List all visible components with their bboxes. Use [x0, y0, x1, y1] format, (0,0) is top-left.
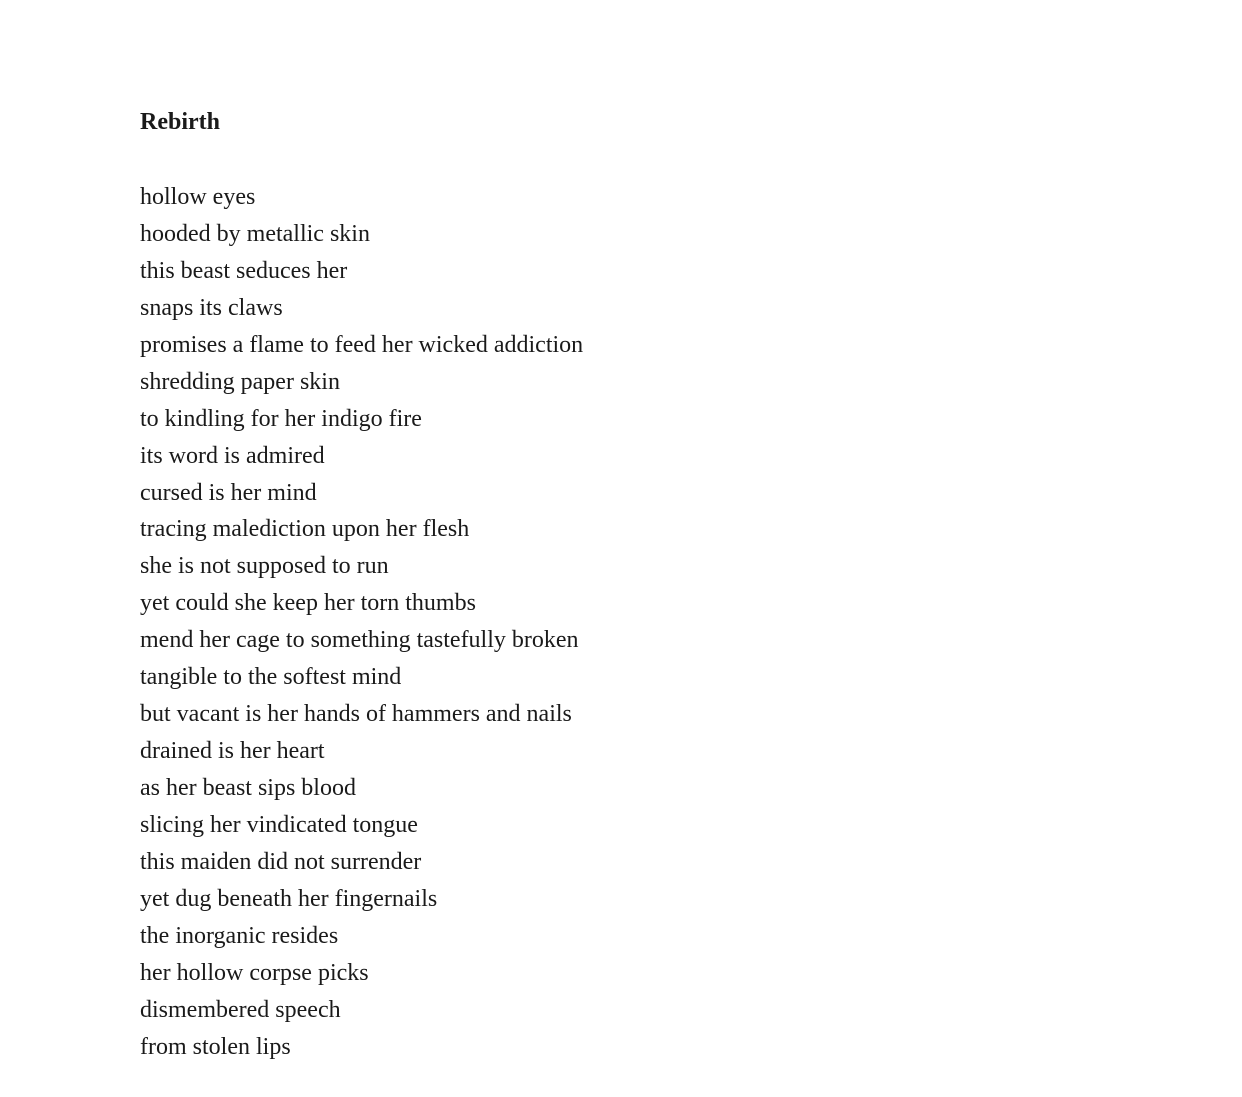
poem-line: but vacant is her hands of hammers and nails — [140, 701, 572, 728]
poem-line: from stolen lips — [140, 1033, 291, 1060]
poem-page — [140, 104, 1140, 1060]
poem-line: cursed is her mind — [140, 479, 317, 506]
poem-line: snaps its claws — [140, 294, 283, 321]
poem-line: slicing her vindicated tongue — [140, 811, 418, 838]
poem-line: her hollow corpse picks — [140, 959, 369, 986]
poem-line: this beast seduces her — [140, 257, 348, 284]
poem-line: promises a flame to feed her wicked addiction — [140, 331, 584, 358]
poem-line: she is not supposed to run — [140, 553, 389, 580]
poem-line: shredding paper skin — [140, 368, 340, 395]
poem-line: this maiden did not surrender — [140, 848, 422, 875]
poem-line: hooded by metallic skin — [140, 220, 370, 247]
poem-line: as her beast sips blood — [140, 775, 356, 801]
poem-line: mend her cage to something tastefully broken — [140, 627, 579, 654]
poem-line: yet dug beneath her fingernails — [140, 885, 438, 912]
poem-line: yet could she keep her torn thumbs — [140, 590, 476, 617]
poem-line: tracing malediction upon her flesh — [140, 516, 470, 543]
poem-line: to kindling for her indigo fire — [140, 405, 422, 432]
poem-body — [140, 179, 583, 1066]
poem-line: tangible to the softest mind — [140, 664, 402, 691]
poem-line: the inorganic resides — [140, 922, 339, 949]
poem-title: Rebirth — [140, 109, 220, 135]
poem-line: drained is her heart — [140, 738, 325, 765]
poem-line: hollow eyes — [140, 184, 256, 210]
poem-line: dismembered speech — [140, 996, 341, 1023]
poem-line: its word is admired — [140, 442, 325, 469]
